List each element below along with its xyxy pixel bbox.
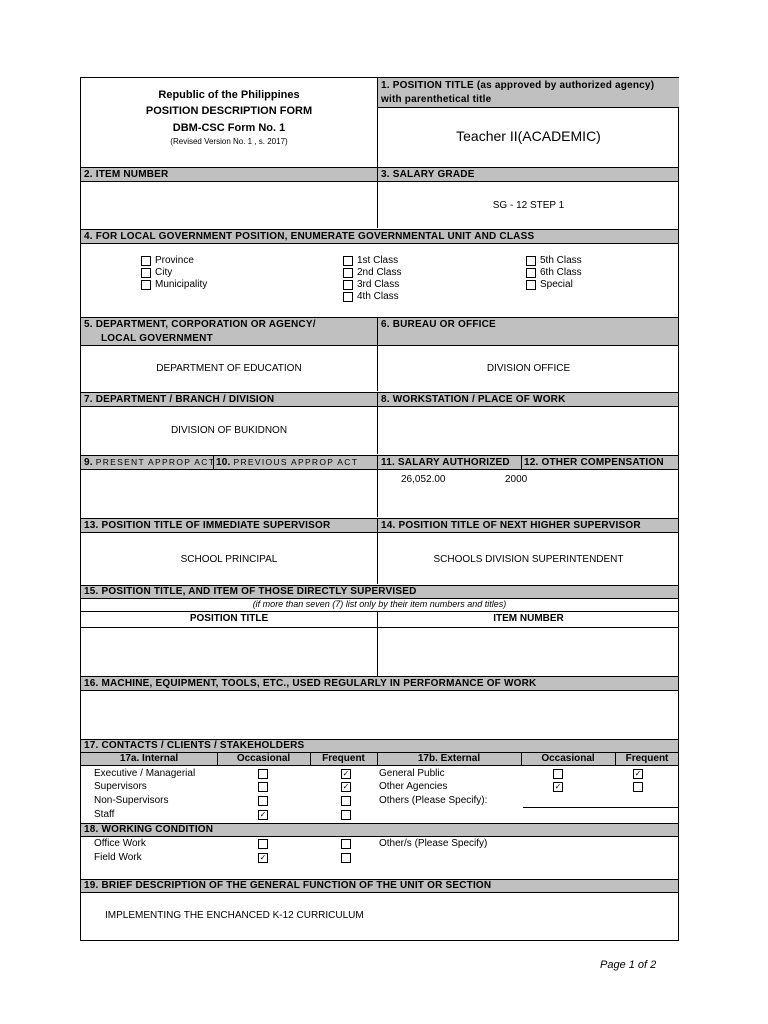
s3-label: 3. SALARY GRADE — [381, 169, 475, 180]
s15-note: (if more than seven (7) list only by their item numbers and titles) — [252, 599, 507, 609]
external-occasional-checkbox[interactable]: ✓ — [554, 782, 562, 791]
class-3rd-label: 3rd Class — [357, 279, 400, 290]
working-occasional-checkbox[interactable]: ✓ — [259, 853, 267, 862]
internal-row-label: Staff — [94, 809, 115, 820]
internal-occasional-header: Occasional — [236, 753, 291, 764]
other-compensation-value: 2000 — [505, 474, 528, 485]
s17-label: 17. CONTACTS / CLIENTS / STAKEHOLDERS — [84, 740, 305, 751]
class-1st-checkbox[interactable] — [343, 256, 353, 266]
s13-label: 13. POSITION TITLE OF IMMEDIATE SUPERVISOR — [84, 520, 331, 531]
city-checkbox[interactable] — [141, 268, 151, 278]
divider — [377, 611, 378, 676]
working-other-label: Other/s (Please Specify) — [379, 838, 488, 849]
divider — [521, 753, 522, 766]
s2-s3-header-bar — [81, 167, 678, 182]
province-checkbox[interactable] — [141, 256, 151, 266]
s1-label-2: with parenthetical title — [381, 94, 492, 105]
working-frequent-checkbox[interactable] — [341, 853, 351, 863]
city-label: City — [155, 267, 173, 278]
internal-occasional-checkbox[interactable]: ✓ — [259, 810, 267, 819]
s9-num: 9. — [84, 457, 93, 468]
divider — [377, 167, 378, 228]
divider — [81, 627, 678, 628]
immediate-supervisor-value: SCHOOL PRINCIPAL — [180, 554, 278, 565]
internal-frequent-checkbox[interactable]: ✓ — [342, 782, 350, 791]
class-4th-checkbox[interactable] — [343, 292, 353, 302]
s6-label: 6. BUREAU OR OFFICE — [381, 319, 496, 330]
divider — [377, 392, 378, 454]
internal-row-label: Executive / Managerial — [94, 768, 196, 779]
external-header: 17b. External — [417, 753, 481, 764]
internal-row-label: Supervisors — [94, 781, 147, 792]
divider — [615, 753, 616, 766]
working-condition-label: Field Work — [94, 852, 142, 863]
class-5th-checkbox[interactable] — [526, 256, 536, 266]
page-number: Page 1 of 2 — [600, 959, 657, 971]
municipality-label: Municipality — [155, 279, 208, 290]
s8-label: 8. WORKSTATION / PLACE OF WORK — [381, 394, 566, 405]
s5-label-2: LOCAL GOVERNMENT — [101, 333, 213, 344]
external-occasional-header: Occasional — [541, 753, 595, 764]
s9-label-text: PRESENT APPROP ACT — [95, 457, 216, 467]
divider — [377, 518, 378, 584]
working-occasional-checkbox[interactable] — [258, 839, 268, 849]
working-condition-label: Office Work — [94, 838, 146, 849]
internal-occasional-checkbox[interactable] — [258, 796, 268, 806]
position-description-form — [80, 77, 679, 941]
s1-label: 1. POSITION TITLE (as approved by authorized agency) — [381, 80, 655, 91]
s5-label: 5. DEPARTMENT, CORPORATION OR AGENCY/ — [84, 319, 316, 330]
divider — [310, 753, 311, 766]
internal-occasional-checkbox[interactable] — [258, 769, 268, 779]
class-2nd-label: 2nd Class — [357, 267, 402, 278]
class-4th-label: 4th Class — [357, 291, 399, 302]
s12-label: 12. OTHER COMPENSATION — [524, 457, 664, 468]
s19-label: 19. BRIEF DESCRIPTION OF THE GENERAL FUNCTION OF THE UNIT OR SECTION — [84, 880, 492, 891]
internal-header: 17a. Internal — [119, 753, 179, 764]
form-number: DBM-CSC Form No. 1 — [172, 122, 286, 134]
divider — [521, 455, 522, 470]
s18-label: 18. WORKING CONDITION — [84, 824, 214, 835]
class-5th-label: 5th Class — [540, 255, 582, 266]
divider — [377, 753, 378, 766]
internal-frequent-checkbox[interactable] — [341, 796, 351, 806]
external-frequent-header: Frequent — [625, 753, 669, 764]
external-frequent-checkbox[interactable] — [633, 782, 643, 792]
others-specify-line[interactable] — [523, 807, 678, 808]
bureau-value: DIVISION OFFICE — [486, 363, 571, 374]
divider — [377, 317, 378, 391]
internal-frequent-header: Frequent — [322, 753, 365, 764]
s10-num: 10. — [216, 457, 231, 468]
s10-label — [216, 456, 358, 469]
class-1st-label: 1st Class — [357, 255, 399, 266]
internal-row-label: Non-Supervisors — [94, 795, 169, 806]
republic-text: Republic of the Philippines — [158, 89, 300, 101]
s16-label: 16. MACHINE, EQUIPMENT, TOOLS, ETC., USED REGULARLY IN PERFORMANCE OF WORK — [84, 678, 537, 689]
class-special-label: Special — [540, 279, 573, 290]
s7-label: 7. DEPARTMENT / BRANCH / DIVISION — [84, 394, 275, 405]
position-title-column-header: POSITION TITLE — [189, 613, 269, 624]
working-frequent-checkbox[interactable] — [341, 839, 351, 849]
s9-label — [84, 456, 215, 469]
form-name: POSITION DESCRIPTION FORM — [145, 105, 313, 117]
general-function-value: IMPLEMENTING THE ENCHANCED K-12 CURRICULUM — [105, 910, 364, 921]
internal-frequent-checkbox[interactable]: ✓ — [342, 769, 350, 778]
class-6th-checkbox[interactable] — [526, 268, 536, 278]
municipality-checkbox[interactable] — [141, 280, 151, 290]
external-occasional-checkbox[interactable] — [553, 769, 563, 779]
external-row-label: Other Agencies — [379, 781, 448, 792]
s14-label: 14. POSITION TITLE OF NEXT HIGHER SUPERVISOR — [381, 520, 641, 531]
s4-label: 4. FOR LOCAL GOVERNMENT POSITION, ENUMERATE GOVERNMENTAL UNIT AND CLASS — [84, 231, 535, 242]
class-2nd-checkbox[interactable] — [343, 268, 353, 278]
position-title-value: Teacher II(ACADEMIC) — [456, 128, 601, 144]
s15-label: 15. POSITION TITLE, AND ITEM OF THOSE DIRECTLY SUPERVISED — [84, 586, 417, 597]
divider — [377, 455, 378, 517]
class-special-checkbox[interactable] — [526, 280, 536, 290]
internal-occasional-checkbox[interactable] — [258, 782, 268, 792]
class-6th-label: 6th Class — [540, 267, 582, 278]
external-frequent-checkbox[interactable]: ✓ — [634, 769, 642, 778]
s2-label: 2. ITEM NUMBER — [84, 169, 169, 180]
item-number-column-header: ITEM NUMBER — [493, 613, 564, 624]
external-row-label: General Public — [379, 768, 445, 779]
divider — [81, 611, 678, 612]
department-value: DEPARTMENT OF EDUCATION — [156, 363, 302, 374]
revision-text: (Revised Version No. 1 , s. 2017) — [170, 137, 288, 146]
higher-supervisor-value: SCHOOLS DIVISION SUPERINTENDENT — [433, 554, 624, 565]
divider — [217, 753, 218, 766]
s10-label-text: PREVIOUS APPROP ACT — [233, 457, 359, 467]
external-others-label: Others (Please Specify): — [379, 795, 488, 806]
internal-frequent-checkbox[interactable] — [341, 810, 351, 820]
division-value: DIVISION OF BUKIDNON — [170, 425, 288, 436]
s11-label: 11. SALARY AUTHORIZED — [381, 457, 510, 468]
class-3rd-checkbox[interactable] — [343, 280, 353, 290]
salary-authorized-value: 26,052.00 — [401, 474, 446, 485]
salary-grade-value: SG - 12 STEP 1 — [492, 200, 565, 211]
province-label: Province — [155, 255, 194, 266]
